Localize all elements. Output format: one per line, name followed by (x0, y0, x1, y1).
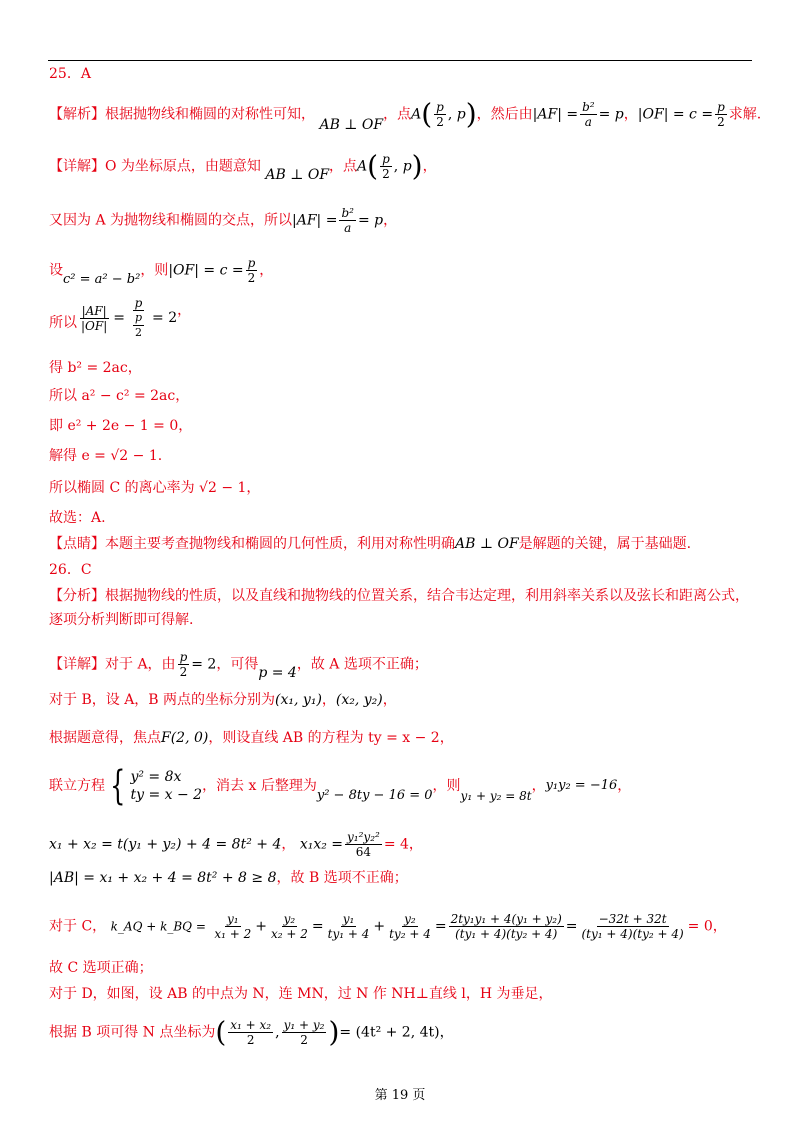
q26-c-conclude: 故 C 选项正确； (49, 960, 153, 976)
page-number: 第 19 页 (374, 1088, 426, 1103)
q25-line-9: 解得 e = √2 − 1. (49, 448, 163, 464)
line-text: 又因为 A 为抛物线和椭圆的交点，所以 (49, 212, 293, 229)
analysis-tag: 【解析】 (49, 106, 105, 123)
b-text: 对于 B，设 A，B 两点的坐标分别为 (49, 692, 276, 708)
q25-analysis: 【解析】根据抛物线和椭圆的对称性可知， AB ⊥ OF，点A( $\frac{p}{2}$ , p)，然后由|AF| = $\frac{\text{b²}}{a}$ = p，|OF| = c = $\frac{p}{2}$ 求解. (49, 97, 762, 133)
fraction-p-over-2: $\frac{p}{2}$ (179, 650, 188, 679)
math-focus: F(2, 0) (161, 730, 209, 746)
focus-text: ，则设直线 AB 的方程为 ty = x − 2， (208, 730, 454, 746)
n-coordinates: = (4t² + 2, 4t)， (339, 1024, 454, 1041)
b-text: ， (382, 692, 397, 708)
system-text: ，消去 x 后整理为 (202, 778, 317, 794)
fraction-p-over-2: $\frac{p}{2}$ (436, 100, 444, 129)
q25-line-10: 所以椭圆 C 的离心率为 √2 − 1， (49, 480, 261, 496)
detail-text: 对于 A，由 (105, 656, 176, 673)
system-text: ， (617, 778, 632, 794)
fraction-b2-over-a: $\frac{\text{b²}}{a}$ (582, 100, 595, 129)
line-text: 所以 (49, 314, 77, 331)
q26-analysis-cont: 逐项分析判断即可得解. (49, 612, 194, 628)
math-ab-perp-of: AB ⊥ OF (265, 166, 330, 183)
math-chord-length: |AB| = x₁ + x₂ + 4 = 8t² + 8 ≥ 8 (49, 870, 277, 886)
c-text: = 0， (687, 918, 727, 935)
analysis-text: 根据抛物线和椭圆的对称性可知， (105, 106, 315, 123)
sum-text: ， (281, 836, 296, 853)
q25-detail: 【详解】O 为坐标原点，由题意知 AB ⊥ OF，点A( $\frac{p}{2}$ , p)， (49, 149, 437, 183)
fraction-p-over-2: $\frac{p}{2}$ (717, 100, 725, 129)
ab-text: ，故 B 选项不正确； (276, 870, 408, 886)
math-sum-x: x₁ + x₂ = t(y₁ + y₂) + 4 = 8t² + 4 (49, 836, 282, 853)
q26-header: 26．C (49, 562, 92, 578)
math-p-4: p = 4 (258, 664, 297, 681)
comment-text: 是解题的关键，属于基础题. (518, 536, 692, 552)
line-text: ， (259, 262, 274, 279)
system-text: 联立方程 (49, 778, 105, 794)
q25-line-7: 所以 a² − c² = 2ac， (49, 388, 190, 404)
analysis-text: ，点 (383, 106, 412, 123)
system-text: ，则 (432, 778, 461, 794)
focus-text: 根据题意得，焦点 (49, 730, 161, 746)
math-c2: c² = a² − b² (63, 271, 141, 287)
line-text: ，则 (140, 262, 169, 279)
prod-text: = 4， (383, 836, 423, 853)
ratio-af-of: $\frac{|AF|}{|OF|}$ = $\frac{p}{\frac{p}{2}}$ = 2 (81, 296, 178, 339)
comment-tag: 【点睛】 (49, 536, 105, 552)
analysis-tag: 【分析】 (49, 588, 105, 604)
detail-tag: 【详解】 (49, 656, 105, 673)
detail-text: O 为坐标原点，由题意知 (105, 158, 261, 175)
q26-analysis (49, 586, 749, 606)
analysis-text: 求解. (728, 106, 762, 123)
math-product-y: y₁y₂ = −16 (545, 778, 618, 793)
math-ab-perp-of: AB ⊥ OF (455, 536, 519, 552)
analysis-text: 根据抛物线的性质，以及直线和抛物线的位置关系，结合韦达定理，利用斜率关系以及弦长和距离公式， (105, 588, 749, 604)
comment-text: 本题主要考查抛物线和椭圆的几何性质，利用对称性明确 (105, 536, 455, 552)
q25-header: 25．A (49, 66, 91, 82)
line-text: ， (177, 302, 192, 319)
q26-n-line: 根据 B 项可得 N 点坐标为( $\frac{\text{x₁ + x₂}}{2}$ , $\frac{\text{y₁ + y₂}}{2}$ )= (4t² + 2, 4t)， (49, 1015, 454, 1049)
math-ab-perp-of: AB ⊥ OF (319, 116, 384, 133)
n-text: 根据 B 项可得 N 点坐标为 (49, 1024, 216, 1041)
q25-line-5 (49, 296, 191, 340)
math-slope-sum: k_AQ + k_BQ = (110, 919, 206, 934)
math-quadratic: y² − 8ty − 16 = 0 (316, 788, 433, 803)
math-point-1: (x₁, y₁) (275, 692, 322, 708)
q25-comment (49, 534, 691, 554)
q26-sum-line (49, 830, 423, 859)
q26-ab-line (49, 868, 408, 888)
fraction-p-over-2: $\frac{p}{2}$ (382, 152, 390, 181)
q25-line-8: 即 e² + 2e − 1 = 0， (49, 418, 193, 434)
detail-text: ，点 (329, 158, 358, 175)
q25-line-3: 又因为 A 为抛物线和椭圆的交点，所以|AF| = $\frac{\text{b²}}{a}$ = p， (49, 206, 398, 235)
system-row: ty = x − 2 (130, 787, 203, 803)
line-text: 设 (49, 262, 63, 279)
detail-text: ， (422, 158, 437, 175)
q26-c-line: 对于 C， k_AQ + k_BQ = $\frac{\text{y₁}}{\text{x₁ + 2}}$ + $\frac{\text{y₂}}{\text{x₂ + 2}}$ = $\frac{\text{y₁}}{\text{ty₁ + 4}}$ + $\frac{\text{y₂}}{\text{ty₂ + 4}}$ = $\frac{\text{2ty₁y₁ + 4(y₁ + y₂)}}{\text{(ty₁ + 4)(ty₂ + 4)}}$ = $\frac{-32t + 32t}{\text{(ty₁ + 4)(ty₂ + 4)}}$ = 0， (49, 912, 727, 941)
fraction-b2-over-a: $\frac{\text{b²}}{a}$ (341, 206, 354, 235)
analysis-text: ， (623, 106, 638, 123)
fraction-y1y2-over-64: $\frac{\text{y₁²y₂²}}{64}$ (347, 830, 380, 859)
system-text: ， (531, 778, 546, 794)
q26-system-line (49, 763, 632, 809)
line-text: ， (383, 212, 398, 229)
system-row: y² = 8x (130, 769, 182, 785)
q26-detail: 【详解】对于 A，由 $\frac{p}{2}$ = 2，可得p = 4，故 A 选项不正确； (49, 650, 428, 681)
brace: { (110, 763, 126, 809)
c-text: 对于 C， (49, 918, 107, 935)
analysis-text: ，然后由 (476, 106, 533, 123)
detail-text: ，故 A 选项不正确； (296, 656, 428, 673)
q26-b-line (49, 690, 397, 710)
q25-choice: 故选：A. (49, 510, 106, 526)
math-product-x: x₁x₂ = (299, 836, 344, 853)
detail-tag: 【详解】 (49, 158, 105, 175)
fraction-p-over-2: $\frac{p}{2}$ (247, 256, 256, 285)
q26-focus-line (49, 728, 454, 748)
math-sum-y: y₁ + y₂ = 8t (460, 789, 532, 803)
q25-line-4: 设c² = a² − b²，则|OF| = c = $\frac{p}{2}$ ， (49, 256, 274, 287)
b-text: ， (321, 692, 336, 708)
q25-line-6: 得 b² = 2ac， (49, 360, 142, 376)
math-point-2: (x₂, y₂) (335, 692, 383, 708)
detail-text: ，可得 (216, 656, 259, 673)
header-rule (48, 60, 752, 61)
q26-d-line: 对于 D，如图，设 AB 的中点为 N，连 MN，过 N 作 NH⊥直线 l，H 为垂足， (49, 986, 553, 1002)
